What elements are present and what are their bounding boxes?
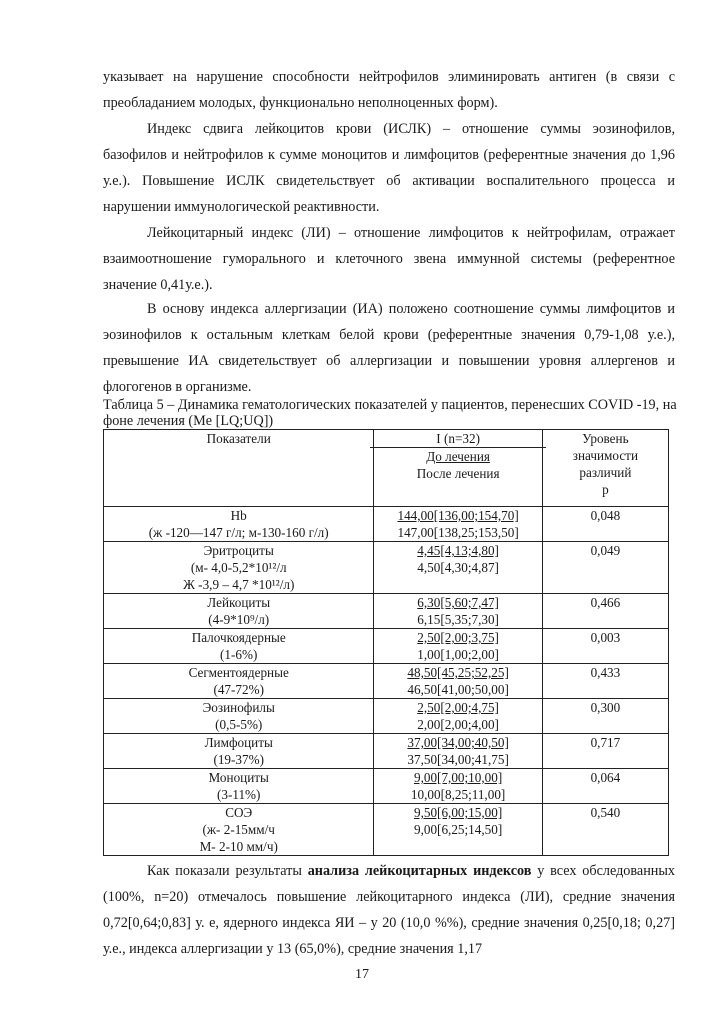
indicator-cell (104, 507, 374, 542)
table-row (104, 507, 669, 542)
paragraph-1: указывает на нарушение способности нейтрофилов элиминировать антиген (в связи с преобладанием молодых, функционально неполноценных форм). (103, 69, 675, 111)
value-before: 9,50[6,00;15,00] (413, 805, 503, 820)
values-cell (374, 699, 542, 734)
paragraph-li: Лейкоцитарный индекс (ЛИ) – отношение лимфоцитов к нейтрофилам, отражает взаимоотношение гуморального и клеточного звена иммунной системы (референтное значение 0,41у.е.). (103, 225, 675, 293)
indicator-reference: (47-72%) (213, 682, 264, 697)
paragraph-ia: В основу индекса аллергизации (ИА) положено соотношение суммы лимфоцитов и эозинофилов к остальным клеткам белой крови (референтные значения 0,79-1,08 у.е.), превышение ИА свидетельствует об аллергизации и повышении уровня аллергенов и флогогенов в организме. (103, 301, 675, 395)
indicator-reference-2: М- 2-10 мм/ч) (199, 839, 278, 854)
table-row (104, 804, 669, 856)
value-before: 2,50[2,00;3,75] (417, 630, 499, 645)
header-before: До лечения (426, 449, 490, 464)
value-before: 9,00[7,00;10,00] (413, 770, 503, 785)
indicator-reference: (м- 4,0-5,2*10¹²/л (190, 560, 287, 575)
results-bold-phrase: анализа лейкоцитарных индексов (307, 863, 532, 879)
value-after: 37,50[34,00;41,75] (407, 752, 509, 767)
table-body (104, 507, 669, 856)
indicator-name: Лимфоциты (204, 735, 273, 750)
header-group (374, 430, 542, 507)
value-before: 37,00[34,00;40,50] (407, 735, 509, 750)
indicator-cell (104, 664, 374, 699)
values-cell (374, 769, 542, 804)
results-intro: Как показали результаты (147, 863, 302, 879)
indicator-name: Эозинофилы (202, 700, 275, 715)
header-after: После лечения (416, 466, 500, 481)
header-group-label: I (n=32) (436, 431, 480, 446)
p-value-cell: 0,048 (542, 507, 668, 542)
p-value-cell: 0,433 (542, 664, 668, 699)
value-after: 9,00[6,25;14,50] (413, 822, 503, 837)
p-value-cell: 0,049 (542, 542, 668, 594)
value-after: 2,00[2,00;4,00] (417, 717, 499, 732)
table-row (104, 664, 669, 699)
indicator-name: Hb (230, 508, 247, 523)
value-before: 48,50[45,25;52,25] (407, 665, 509, 680)
table-row (104, 734, 669, 769)
indicator-reference: (1-6%) (220, 647, 258, 662)
header-subcols (370, 447, 545, 482)
table-row (104, 594, 669, 629)
table-row (104, 542, 669, 594)
value-after: 10,00[8,25;11,00] (410, 787, 506, 802)
indicator-cell (104, 804, 374, 856)
results-body: у всех обследованных (100%, n=20) отмечалось повышение лейкоцитарного индекса (ЛИ), средние значения 0,72[0,64;0,83] у. е, ядерного индекса ЯИ – у 20 (10,0 %%), средние значения 0,25[0,18; 0,27] у.е., индекса аллергизации у 13 (65,0%), средние значения 1,17 (103, 863, 676, 957)
indicator-name: Лейкоциты (207, 595, 271, 610)
p-value-cell: 0,003 (542, 629, 668, 664)
value-after: 1,00[1,00;2,00] (417, 647, 499, 662)
values-cell (374, 542, 542, 594)
value-before: 6,30[5,60;7,47] (417, 595, 499, 610)
table-row (104, 769, 669, 804)
indicator-cell (104, 769, 374, 804)
indicator-cell (104, 699, 374, 734)
table-caption: Таблица 5 – Динамика гематологических показателей у пациентов, перенесших COVID -19, на фоне лечения (Me [LQ;UQ]) (103, 397, 677, 429)
indicator-cell (104, 542, 374, 594)
indicator-name: Палочкоядерные (191, 630, 286, 645)
indicator-cell (104, 594, 374, 629)
page-number: 17 (355, 967, 369, 982)
values-cell (374, 594, 542, 629)
indicator-cell (104, 734, 374, 769)
indicator-reference: (19-37%) (213, 752, 264, 767)
header-indicators: Показатели (104, 430, 374, 507)
value-before: 2,50[2,00;4,75] (417, 700, 499, 715)
header-sig-line2: значимости (572, 448, 639, 463)
value-after: 147,00[138,25;153,50] (397, 525, 519, 540)
table-row (104, 699, 669, 734)
values-cell (374, 804, 542, 856)
indicator-name: Эритроциты (203, 543, 274, 558)
table-header-row (104, 430, 669, 507)
hematology-table (103, 429, 669, 856)
indicator-reference: (4-9*10⁹/л) (208, 612, 270, 627)
value-after: 46,50[41,00;50,00] (407, 682, 509, 697)
header-sig-line1: Уровень (582, 431, 629, 446)
header-sig-line3: различий (579, 465, 632, 480)
values-cell (374, 629, 542, 664)
indicator-reference: (ж -120—147 г/л; м-130-160 г/л) (148, 525, 329, 540)
value-before: 144,00[136,00;154,70] (397, 508, 519, 523)
header-significance (542, 430, 668, 507)
indicator-reference: (3-11%) (216, 787, 261, 802)
p-value-cell: 0,540 (542, 804, 668, 856)
indicator-reference: (0,5-5%) (215, 717, 263, 732)
paragraph-islk: Индекс сдвига лейкоцитов крови (ИСЛК) – отношение суммы эозинофилов, базофилов и нейтрофилов к сумме моноцитов и лимфоцитов (референтные значения до 1,96 у.е.). Повышение ИСЛК свидетельствует об активации воспалительного процесса и нарушении иммунологической реактивности. (103, 121, 675, 215)
p-value-cell: 0,717 (542, 734, 668, 769)
values-cell (374, 734, 542, 769)
p-value-cell: 0,466 (542, 594, 668, 629)
value-after: 4,50[4,30;4,87] (417, 560, 499, 575)
p-value-cell: 0,064 (542, 769, 668, 804)
indicator-name: СОЭ (225, 805, 253, 820)
indicator-cell (104, 629, 374, 664)
indicator-reference: (ж- 2-15мм/ч (202, 822, 275, 837)
indicator-reference-2: Ж -3,9 – 4,7 *10¹²/л) (183, 577, 295, 592)
value-after: 6,15[5,35;7,30] (417, 612, 499, 627)
table-row (104, 629, 669, 664)
p-value-cell: 0,300 (542, 699, 668, 734)
value-before: 4,45[4,13;4,80] (417, 543, 499, 558)
values-cell (374, 507, 542, 542)
indicator-name: Моноциты (208, 770, 269, 785)
paragraph-results (103, 858, 675, 962)
indicator-name: Сегментоядерные (188, 665, 289, 680)
header-sig-line4: p (602, 482, 609, 497)
values-cell (374, 664, 542, 699)
